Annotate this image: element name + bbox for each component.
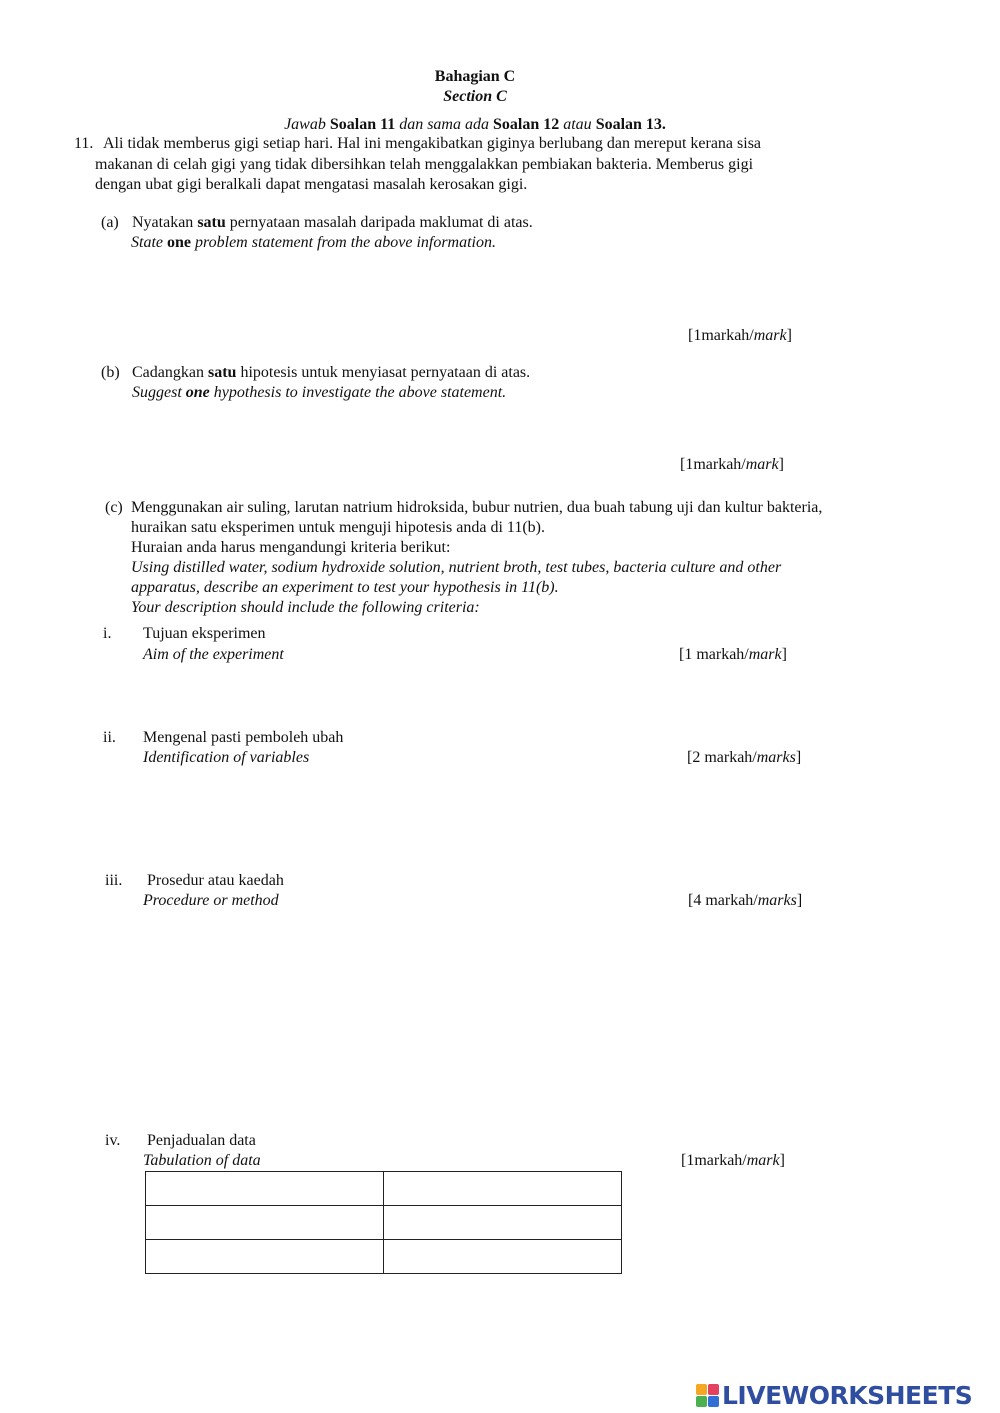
criterion-iii-marks-word: marks xyxy=(757,892,797,909)
criterion-iv-marks xyxy=(681,1151,785,1171)
criterion-i-english: Aim of the experiment xyxy=(143,646,284,663)
part-a-marks-num: [1markah/ xyxy=(688,327,754,344)
table-row xyxy=(146,1240,622,1274)
criterion-ii-malay: Mengenal pasti pemboleh ubah xyxy=(143,729,344,746)
part-b-en-bold: one xyxy=(185,384,210,401)
part-b-my-pre: Cadangkan xyxy=(132,364,204,381)
part-c-line-6: Your description should include the following criteria: xyxy=(131,599,480,616)
liveworksheets-logo xyxy=(696,1378,972,1412)
logo-tile xyxy=(708,1384,719,1395)
table-cell[interactable] xyxy=(384,1206,622,1240)
question-line-2: makanan di celah gigi yang tidak dibersihkan telah menggalakkan pembiakan bakteria. Memberus gigi xyxy=(95,156,754,173)
part-c-line-2: huraikan satu eksperimen untuk menguji hipotesis anda di 11(b). xyxy=(131,519,545,536)
criterion-iii-malay: Prosedur atau kaedah xyxy=(147,872,284,889)
table-cell[interactable] xyxy=(146,1206,384,1240)
part-c-line-3: Huraian anda harus mengandungi kriteria berikut: xyxy=(131,539,451,556)
criterion-i-marks-num: [1 markah/ xyxy=(679,646,749,663)
criterion-i-marks xyxy=(679,645,787,665)
part-c-line-5: apparatus, describe an experiment to test your hypothesis in 11(b). xyxy=(131,579,559,596)
criterion-i-marks-word: mark xyxy=(748,646,782,663)
question-line-1: Ali tidak memberus gigi setiap hari. Hal ini mengakibatkan giginya berlubang dan mereput kerana sisa xyxy=(103,135,762,152)
logo-tile xyxy=(708,1396,719,1407)
part-a-label: (a) xyxy=(101,214,119,231)
part-b-my-post: hipotesis untuk menyiasat pernyataan di atas. xyxy=(240,364,531,381)
criterion-iii-marks-num: [4 markah/ xyxy=(688,892,758,909)
part-a-marks xyxy=(688,326,792,346)
criterion-iii-marks-close: ] xyxy=(796,892,803,909)
part-a-en-post: problem statement from the above information. xyxy=(195,234,496,251)
part-a-my-pre: Nyatakan xyxy=(132,214,194,231)
part-c-line-4: Using distilled water, sodium hydroxide solution, nutrient broth, test tubes, bacteria culture and other xyxy=(131,559,782,576)
table-cell[interactable] xyxy=(146,1240,384,1274)
table-cell[interactable] xyxy=(384,1240,622,1274)
section-subtitle: Section C xyxy=(443,88,507,105)
criterion-iv-number: iv. xyxy=(105,1132,121,1149)
part-b-marks-num: [1markah/ xyxy=(680,456,746,473)
part-b-marks-word: mark xyxy=(745,456,779,473)
instr-pre: Jawab xyxy=(284,116,326,133)
part-b-en-post: hypothesis to investigate the above statement. xyxy=(213,384,507,401)
criterion-iv-marks-close: ] xyxy=(779,1152,785,1169)
criterion-ii-marks-num: [2 markah/ xyxy=(687,749,757,766)
part-a-en-bold: one xyxy=(167,234,191,251)
part-c-line-1: Menggunakan air suling, larutan natrium hidroksida, bubur nutrien, dua buah tabung uji dan kultur bakteria, xyxy=(131,499,823,516)
part-b-english xyxy=(132,383,506,403)
part-a-english xyxy=(131,233,496,253)
instr-q12: Soalan 12 xyxy=(492,116,560,133)
part-a-my-post: pernyataan masalah daripada maklumat di atas. xyxy=(229,214,533,231)
question-number: 11. xyxy=(74,135,94,152)
table-cell[interactable] xyxy=(384,1172,622,1206)
part-a-my-bold: satu xyxy=(197,214,226,231)
criterion-iii-english: Procedure or method xyxy=(143,892,279,909)
instr-q13: Soalan 13. xyxy=(595,116,666,133)
instr-q11: Soalan 11 xyxy=(329,116,396,133)
section-title: Bahagian C xyxy=(434,68,516,85)
part-a-marks-word: mark xyxy=(753,327,787,344)
criterion-iv-marks-word: mark xyxy=(746,1152,780,1169)
table-row xyxy=(146,1172,622,1206)
answer-instruction xyxy=(0,115,950,135)
part-a-malay xyxy=(132,213,533,233)
criterion-i-marks-close: ] xyxy=(781,646,787,663)
part-c-label: (c) xyxy=(105,499,123,516)
criterion-iv-english: Tabulation of data xyxy=(143,1152,261,1169)
criterion-i-number: i. xyxy=(103,625,112,642)
criterion-ii-english: Identification of variables xyxy=(143,749,310,766)
criterion-iii-number: iii. xyxy=(105,872,123,889)
part-b-label: (b) xyxy=(101,364,120,381)
part-a-en-pre: State xyxy=(131,234,163,251)
instr-mid: dan sama ada xyxy=(399,116,489,133)
logo-tile xyxy=(696,1384,707,1395)
criterion-ii-marks xyxy=(687,748,801,768)
logo-text: LIVEWORKSHEETS xyxy=(722,1380,973,1410)
data-table xyxy=(145,1171,622,1274)
part-b-marks-close: ] xyxy=(778,456,784,473)
part-b-my-bold: satu xyxy=(207,364,237,381)
logo-tiles-icon xyxy=(696,1384,719,1407)
criterion-iv-marks-num: [1markah/ xyxy=(681,1152,747,1169)
instr-or: atau xyxy=(563,116,592,133)
table-cell[interactable] xyxy=(146,1172,384,1206)
criterion-iv-malay: Penjadualan data xyxy=(147,1132,256,1149)
table-row xyxy=(146,1206,622,1240)
criterion-ii-marks-close: ] xyxy=(795,749,802,766)
criterion-ii-marks-word: marks xyxy=(756,749,796,766)
criterion-ii-number: ii. xyxy=(103,729,116,746)
question-line-3: dengan ubat gigi beralkali dapat mengatasi masalah kerosakan gigi. xyxy=(95,176,528,193)
logo-tile xyxy=(696,1396,707,1407)
criterion-iii-marks xyxy=(688,891,802,911)
part-a-marks-close: ] xyxy=(786,327,792,344)
part-b-marks xyxy=(680,455,784,475)
criterion-i-malay: Tujuan eksperimen xyxy=(143,625,266,642)
part-b-en-pre: Suggest xyxy=(132,384,182,401)
part-b-malay xyxy=(132,363,530,383)
